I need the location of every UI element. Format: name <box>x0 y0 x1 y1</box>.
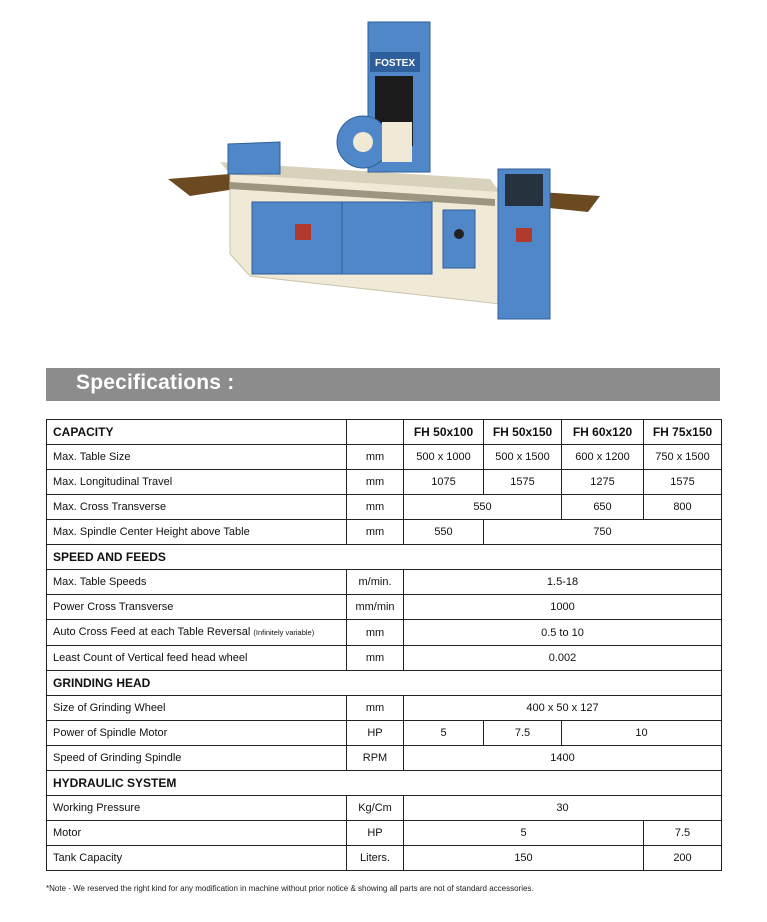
param-label: Power Cross Transverse <box>47 595 347 620</box>
value-cell: 200 <box>644 846 722 871</box>
param-label: Motor <box>47 821 347 846</box>
section-heading: HYDRAULIC SYSTEM <box>47 771 722 796</box>
param-label-cell <box>47 620 347 646</box>
unit-cell: mm <box>347 520 404 545</box>
table-row <box>47 721 722 746</box>
param-label: Max. Table Speeds <box>47 570 347 595</box>
param-label: Tank Capacity <box>47 846 347 871</box>
unit-cell: mm/min <box>347 595 404 620</box>
unit-cell: HP <box>347 821 404 846</box>
param-label: Least Count of Vertical feed head wheel <box>47 646 347 671</box>
cnc-screen <box>505 174 543 206</box>
value-cell: 0.5 to 10 <box>404 620 722 646</box>
param-label: Max. Table Size <box>47 445 347 470</box>
value-cell: 550 <box>404 495 562 520</box>
unit-cell: mm <box>347 696 404 721</box>
footnote: *Note - We reserved the right kind for any modification in machine without prior notice & showing all parts are not of standard accessories. <box>46 884 534 893</box>
brand-label: FOSTEX <box>374 58 416 69</box>
param-label: Max. Spindle Center Height above Table <box>47 520 347 545</box>
unit-cell: m/min. <box>347 570 404 595</box>
table-row <box>47 520 722 545</box>
unit-cell-empty <box>347 420 404 445</box>
section-heading: SPEED AND FEEDS <box>47 545 722 570</box>
value-cell: 1275 <box>562 470 644 495</box>
value-cell: 30 <box>404 796 722 821</box>
value-cell: 5 <box>404 721 484 746</box>
unit-cell: Liters. <box>347 846 404 871</box>
left-guard <box>228 142 280 174</box>
unit-cell: HP <box>347 721 404 746</box>
unit-cell: mm <box>347 470 404 495</box>
wheel-housing <box>382 122 412 162</box>
specifications-title: Specifications : <box>76 371 235 394</box>
section-heading: GRINDING HEAD <box>47 671 722 696</box>
speed-header-row <box>47 545 722 570</box>
unit-cell: mm <box>347 646 404 671</box>
model-cell: FH 50x100 <box>404 420 484 445</box>
model-cell: FH 50x150 <box>484 420 562 445</box>
value-cell: 800 <box>644 495 722 520</box>
table-row <box>47 495 722 520</box>
value-cell: 400 x 50 x 127 <box>404 696 722 721</box>
value-cell: 1575 <box>644 470 722 495</box>
param-label: Auto Cross Feed at each Table Reversal <box>53 626 251 638</box>
unit-cell: RPM <box>347 746 404 771</box>
grinding-header-row <box>47 671 722 696</box>
table-row <box>47 595 722 620</box>
table-row <box>47 646 722 671</box>
capacity-header-row <box>47 420 722 445</box>
value-cell: 7.5 <box>644 821 722 846</box>
table-row <box>47 445 722 470</box>
value-cell: 600 x 1200 <box>562 445 644 470</box>
param-label: Working Pressure <box>47 796 347 821</box>
table-row <box>47 620 722 646</box>
value-cell: 1075 <box>404 470 484 495</box>
value-cell: 7.5 <box>484 721 562 746</box>
surface-grinder-image <box>160 14 610 324</box>
value-cell: 150 <box>404 846 644 871</box>
grinding-wheel <box>353 132 373 152</box>
param-label: Size of Grinding Wheel <box>47 696 347 721</box>
unit-cell: mm <box>347 445 404 470</box>
param-label: Power of Spindle Motor <box>47 721 347 746</box>
value-cell: 10 <box>562 721 722 746</box>
table-row <box>47 470 722 495</box>
model-cell: FH 60x120 <box>562 420 644 445</box>
table-row <box>47 696 722 721</box>
table-row <box>47 796 722 821</box>
value-cell: 500 x 1500 <box>484 445 562 470</box>
value-cell: 500 x 1000 <box>404 445 484 470</box>
unit-cell: mm <box>347 620 404 646</box>
section-heading: CAPACITY <box>47 420 347 445</box>
value-cell: 1400 <box>404 746 722 771</box>
value-cell: 750 x 1500 <box>644 445 722 470</box>
specifications-header <box>46 368 720 401</box>
specifications-table <box>46 419 722 871</box>
param-label: Speed of Grinding Spindle <box>47 746 347 771</box>
value-cell: 550 <box>404 520 484 545</box>
value-cell: 650 <box>562 495 644 520</box>
value-cell: 1.5-18 <box>404 570 722 595</box>
table-row <box>47 846 722 871</box>
value-cell: 0.002 <box>404 646 722 671</box>
model-cell: FH 75x150 <box>644 420 722 445</box>
hydraulic-header-row <box>47 771 722 796</box>
value-cell: 1000 <box>404 595 722 620</box>
value-cell: 5 <box>404 821 644 846</box>
table-row <box>47 570 722 595</box>
value-cell: 750 <box>484 520 722 545</box>
unit-cell: Kg/Cm <box>347 796 404 821</box>
logo-badge-left <box>295 224 311 240</box>
value-cell: 1575 <box>484 470 562 495</box>
unit-cell: mm <box>347 495 404 520</box>
table-row <box>47 746 722 771</box>
logo-badge-right <box>516 228 532 242</box>
param-label: Max. Longitudinal Travel <box>47 470 347 495</box>
param-note: (Infinitely variable) <box>253 628 315 637</box>
param-label: Max. Cross Transverse <box>47 495 347 520</box>
dial-icon <box>454 229 464 239</box>
table-row <box>47 821 722 846</box>
